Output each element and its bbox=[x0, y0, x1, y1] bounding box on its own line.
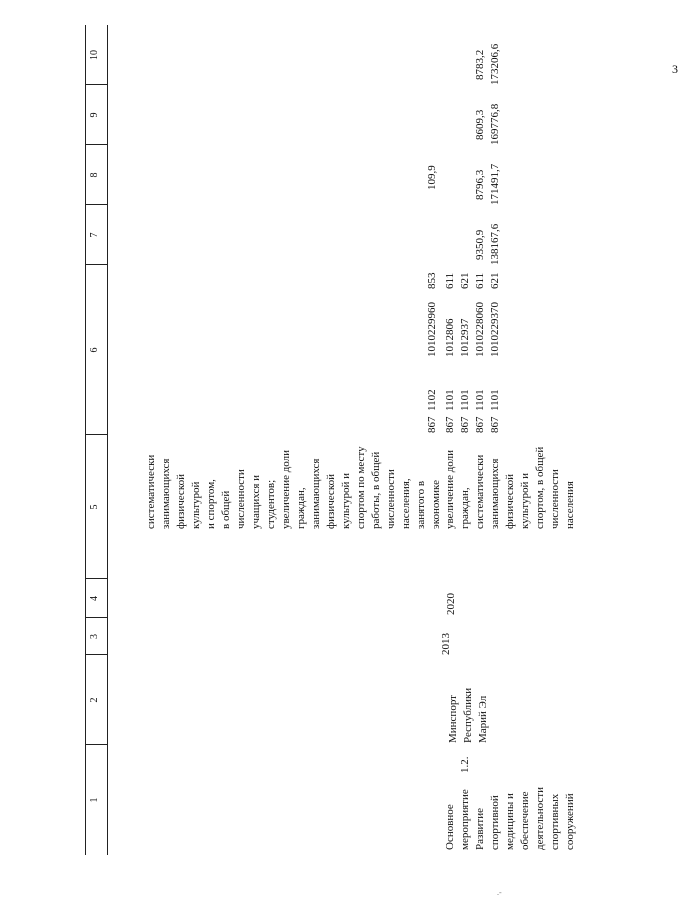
top-col5-line: систематически bbox=[145, 454, 157, 529]
top-col5-line: увеличение доли bbox=[280, 449, 292, 529]
row-2019: 8609,3 bbox=[474, 109, 486, 140]
event-col5-line: спортом, в общей bbox=[534, 446, 546, 529]
header-col-10: 10 bbox=[89, 50, 100, 60]
header-col-8: 8 bbox=[89, 172, 100, 178]
event-title-line: медицины и bbox=[504, 793, 516, 850]
event-title-line: сооружений bbox=[564, 793, 576, 850]
row-2020: 8783,2 bbox=[474, 49, 486, 80]
row-target: 1012937 bbox=[459, 318, 471, 357]
top-col5-line: культурой bbox=[190, 481, 202, 529]
footer-mark: .- bbox=[497, 888, 502, 897]
row-grbs: 867 bbox=[444, 416, 456, 433]
top-col5-line: занимающихся bbox=[160, 458, 172, 529]
row-2020: 173206,6 bbox=[489, 43, 501, 85]
event-col5-line: граждан, bbox=[459, 487, 471, 529]
header-col-4: 4 bbox=[89, 596, 100, 601]
top-col5-line: экономике bbox=[430, 480, 442, 529]
row-2018: 8796,3 bbox=[474, 169, 486, 200]
rotated-table bbox=[85, 25, 615, 855]
row-section: 1101 bbox=[474, 389, 486, 411]
event-col5-line: численности bbox=[549, 469, 561, 529]
event-end-year: 2020 bbox=[445, 593, 457, 615]
row-target: 1012806 bbox=[444, 318, 456, 357]
row-2017: 138167,6 bbox=[489, 223, 501, 265]
top-col5-line: численности bbox=[235, 469, 247, 529]
event-title-line: Основное bbox=[444, 804, 456, 850]
event-col5-line: занимающихся bbox=[489, 458, 501, 529]
event-executor-line: Республики bbox=[462, 687, 474, 743]
top-row-vr: 853 bbox=[426, 272, 438, 289]
header-col-2: 2 bbox=[89, 697, 100, 703]
top-col5-line: населения, bbox=[400, 478, 412, 529]
event-title-line: обеспечение bbox=[519, 791, 531, 850]
header-top-rule bbox=[85, 25, 86, 855]
top-col5-line: работы, в общей bbox=[370, 451, 382, 529]
top-col5-line: в общей bbox=[220, 490, 232, 529]
event-title-line: Развитие bbox=[474, 807, 486, 850]
top-col5-line: занятого в bbox=[415, 480, 427, 529]
event-number: 1.2. bbox=[459, 756, 471, 773]
top-col5-line: и спортом, bbox=[205, 479, 217, 529]
header-col-5: 5 bbox=[89, 504, 100, 510]
event-col5-line: физической bbox=[504, 474, 516, 529]
top-col5-line: культурой и bbox=[340, 473, 352, 529]
event-executor-line: Марий Эл bbox=[477, 695, 489, 743]
event-col5-line: увеличение доли bbox=[444, 449, 456, 529]
event-title-line: спортивной bbox=[489, 795, 501, 850]
event-title-line: мероприятие bbox=[459, 789, 471, 850]
row-vr: 621 bbox=[489, 272, 501, 289]
top-row-target: 1010229960 bbox=[426, 302, 438, 357]
row-2019: 169776,8 bbox=[489, 103, 501, 145]
event-start-year: 2013 bbox=[440, 633, 452, 655]
top-row-2018: 109,9 bbox=[426, 165, 438, 190]
event-col5-line: населения bbox=[564, 481, 576, 529]
page-number: 3 bbox=[672, 62, 678, 76]
row-2017: 9350,9 bbox=[474, 229, 486, 260]
row-grbs: 867 bbox=[474, 416, 486, 433]
event-title-line: спортивных bbox=[549, 793, 561, 850]
row-target: 1010229370 bbox=[489, 302, 501, 357]
header-col-7: 7 bbox=[89, 232, 100, 238]
header-col-1: 1 bbox=[89, 797, 100, 803]
header-bottom-rule bbox=[107, 25, 108, 855]
row-2018: 171491,7 bbox=[489, 163, 501, 205]
row-grbs: 867 bbox=[459, 416, 471, 433]
row-vr: 611 bbox=[444, 272, 456, 289]
event-col5-line: культурой и bbox=[519, 473, 531, 529]
top-col5-line: спортом по месту bbox=[355, 446, 367, 529]
event-title-line: деятельности bbox=[534, 787, 546, 850]
row-grbs: 867 bbox=[489, 416, 501, 433]
top-col5-line: учащихся и bbox=[250, 474, 262, 529]
event-executor-line: Минспорт bbox=[447, 695, 459, 743]
top-col5-line: граждан, bbox=[295, 487, 307, 529]
row-vr: 621 bbox=[459, 272, 471, 289]
row-section: 1101 bbox=[444, 389, 456, 411]
top-col5-line: физической bbox=[175, 474, 187, 529]
row-section: 1101 bbox=[489, 389, 501, 411]
row-vr: 611 bbox=[474, 272, 486, 289]
top-col5-line: студентов; bbox=[265, 479, 277, 529]
top-col5-line: физической bbox=[325, 474, 337, 529]
row-target: 1010228060 bbox=[474, 302, 486, 357]
top-col5-line: занимающихся bbox=[310, 458, 322, 529]
top-col5-line: численности bbox=[385, 469, 397, 529]
header-col-9: 9 bbox=[89, 112, 100, 118]
top-row-grbs: 867 bbox=[426, 416, 438, 433]
event-col5-line: систематически bbox=[474, 454, 486, 529]
top-row-section: 1102 bbox=[426, 389, 438, 411]
header-col-6: 6 bbox=[89, 347, 100, 353]
row-section: 1101 bbox=[459, 389, 471, 411]
header-col-3: 3 bbox=[89, 634, 100, 639]
